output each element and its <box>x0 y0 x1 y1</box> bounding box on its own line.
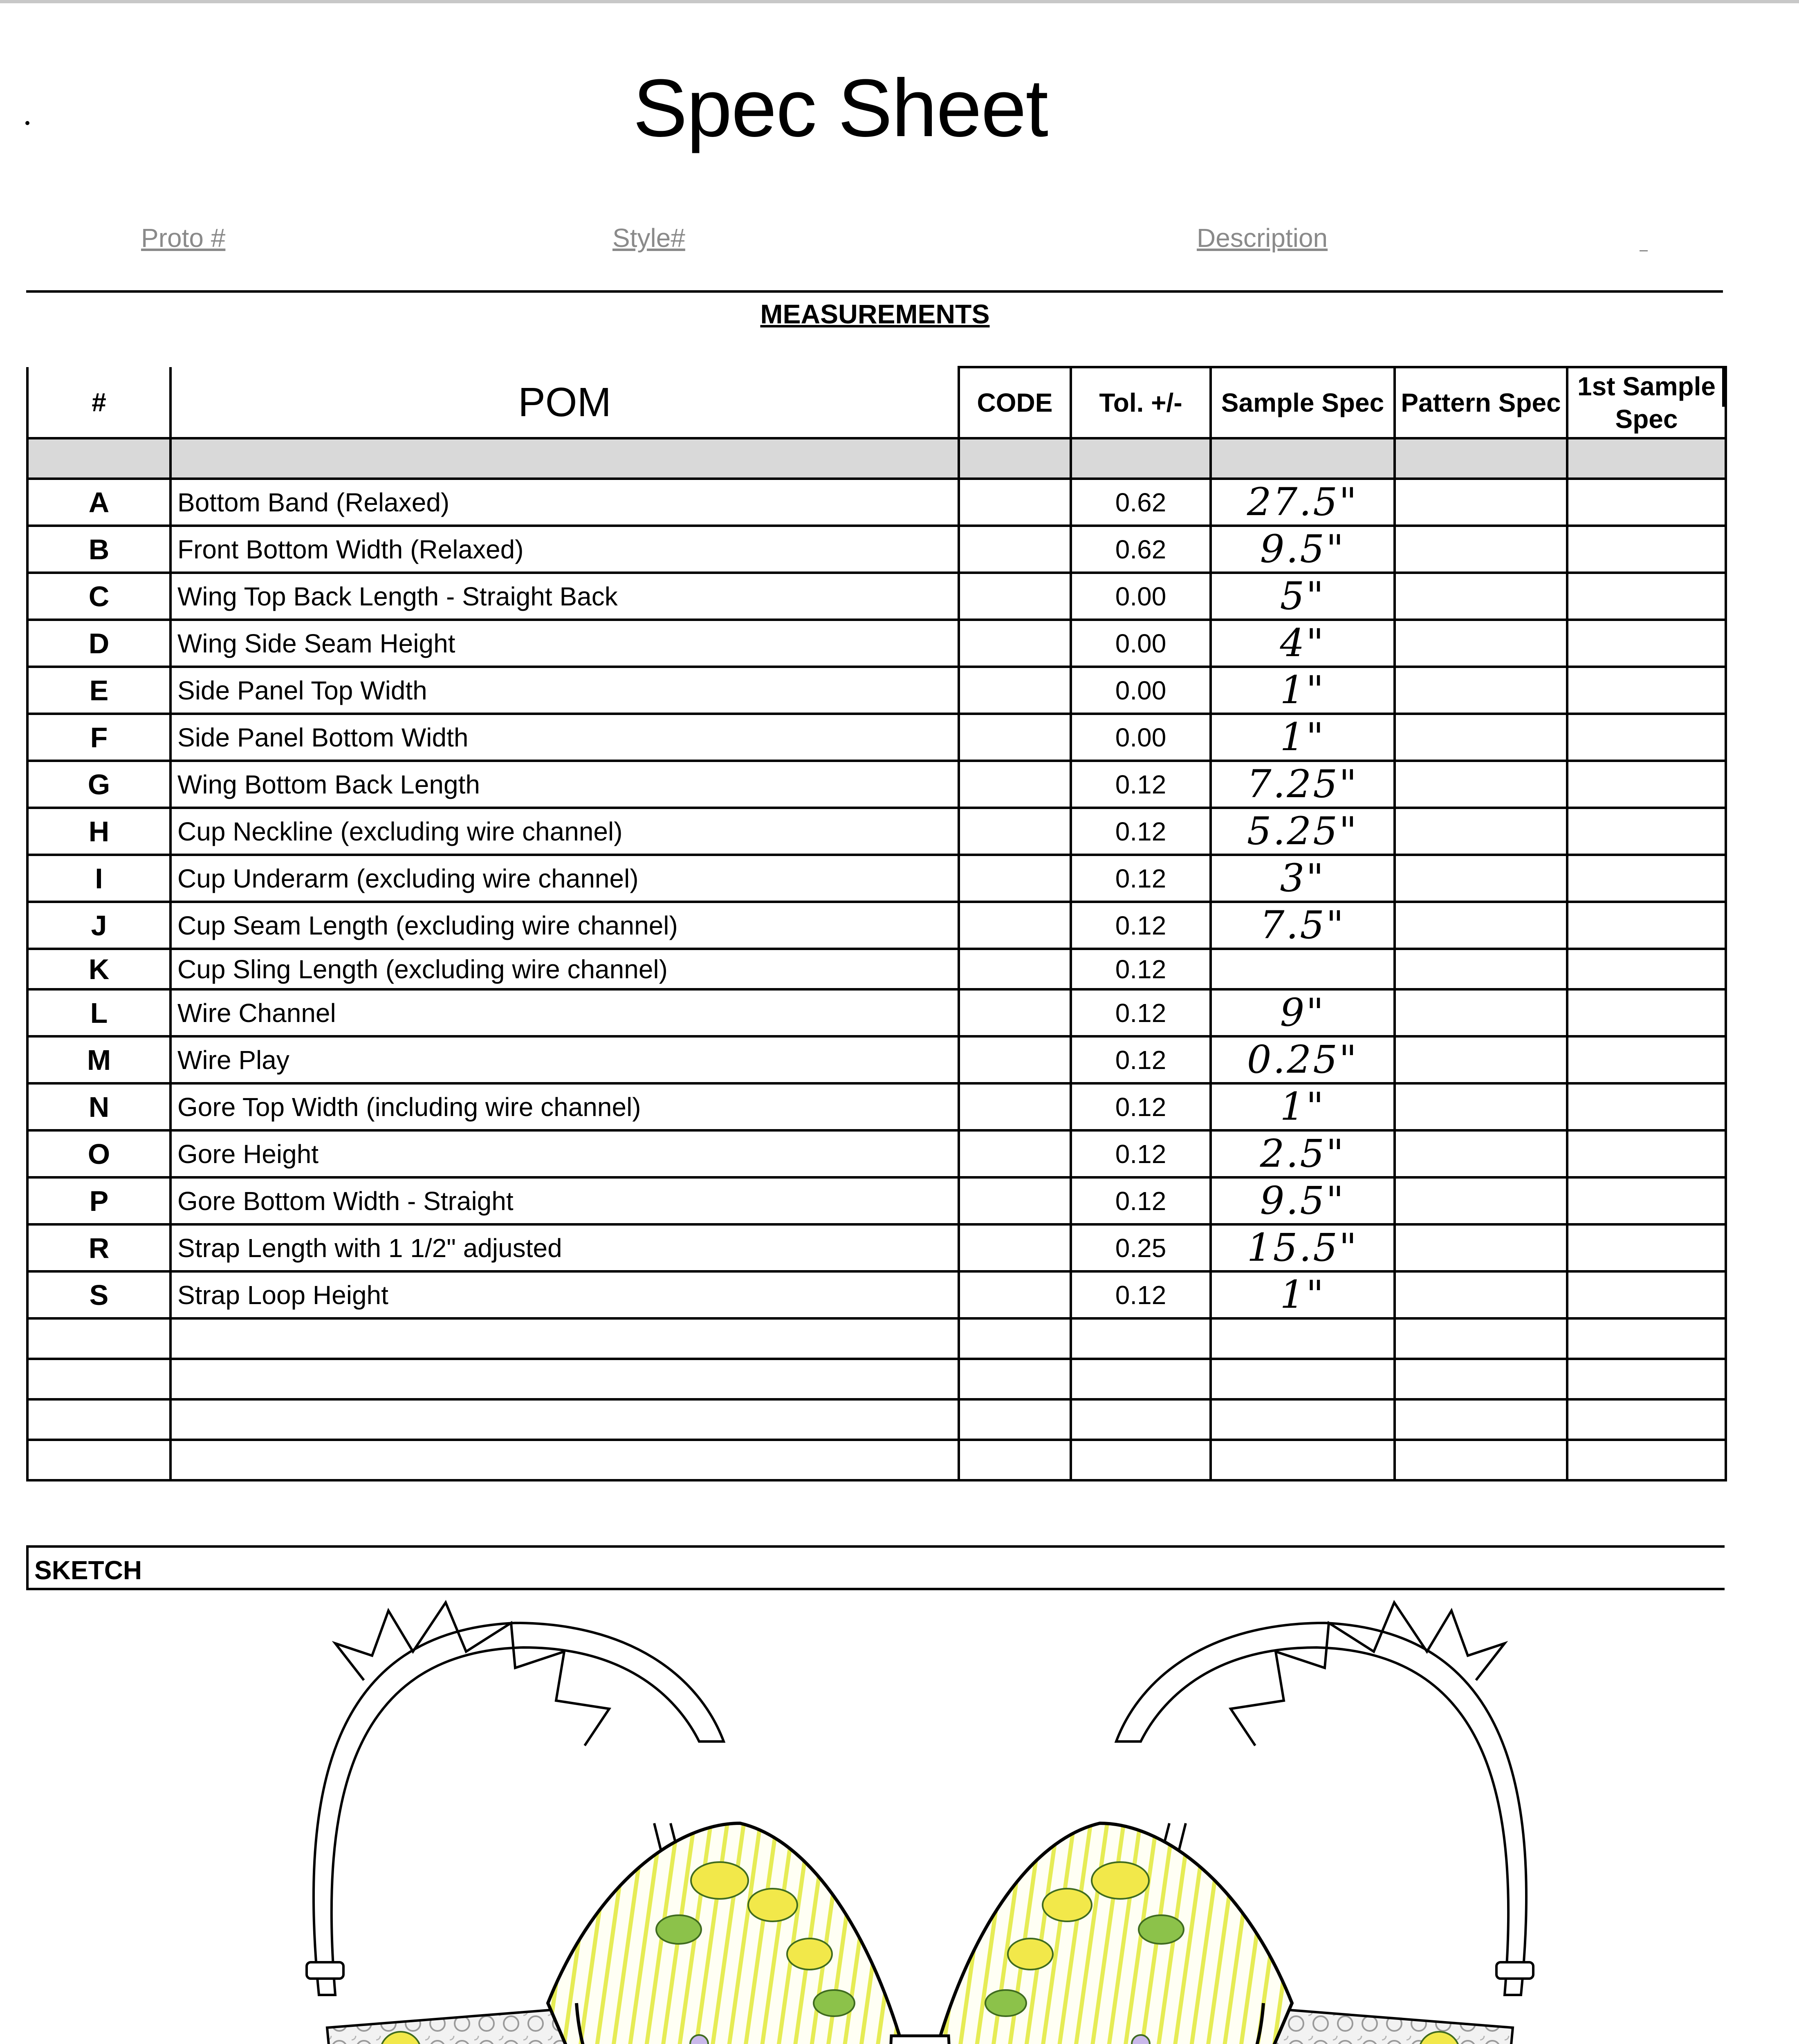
tolerance-value: 0.12 <box>1071 949 1211 989</box>
pom-description: Wing Top Back Length - Straight Back <box>170 573 959 620</box>
center-gore <box>883 2036 957 2044</box>
pattern-spec-cell[interactable] <box>1395 714 1567 761</box>
sample-spec-value[interactable]: 1" <box>1211 1271 1395 1318</box>
pom-description: Side Panel Bottom Width <box>170 714 959 761</box>
tolerance-value: 0.12 <box>1071 1036 1211 1083</box>
pattern-spec-cell[interactable] <box>1395 573 1567 620</box>
empty-cell[interactable] <box>1395 1359 1567 1399</box>
table-row <box>27 989 1726 1036</box>
first-sample-spec-cell[interactable] <box>1567 667 1726 714</box>
empty-cell[interactable] <box>1567 1399 1726 1440</box>
code-cell[interactable] <box>959 855 1071 902</box>
table-row <box>27 1177 1726 1224</box>
row-letter: P <box>27 1177 170 1224</box>
row-letter: H <box>27 808 170 855</box>
table-row <box>27 714 1726 761</box>
page-title: Spec Sheet <box>633 63 1048 154</box>
first-sample-spec-cell[interactable] <box>1567 1130 1726 1177</box>
pom-description: Bottom Band (Relaxed) <box>170 479 959 526</box>
table-row <box>27 1271 1726 1318</box>
pattern-spec-cell[interactable] <box>1395 620 1567 667</box>
table-row <box>27 573 1726 620</box>
pom-description: Strap Loop Height <box>170 1271 959 1318</box>
table-row <box>27 902 1726 949</box>
empty-cell[interactable] <box>170 1399 959 1440</box>
empty-cell[interactable] <box>1211 1359 1395 1399</box>
proto-number-field[interactable]: Proto # <box>141 223 226 253</box>
table-row <box>27 808 1726 855</box>
pom-description: Wing Side Seam Height <box>170 620 959 667</box>
tolerance-value: 0.62 <box>1071 526 1211 573</box>
col-header-pattern-spec: Pattern Spec <box>1395 367 1567 438</box>
empty-cell[interactable] <box>1211 1399 1395 1440</box>
header-divider <box>26 290 1723 293</box>
empty-cell[interactable] <box>959 1440 1071 1480</box>
empty-cell[interactable] <box>1211 1318 1395 1359</box>
first-sample-spec-cell[interactable] <box>1567 714 1726 761</box>
code-cell[interactable] <box>959 526 1071 573</box>
empty-cell[interactable] <box>1071 1440 1211 1480</box>
tolerance-value: 0.12 <box>1071 808 1211 855</box>
row-letter: J <box>27 902 170 949</box>
first-sample-spec-cell[interactable] <box>1567 1177 1726 1224</box>
tolerance-value: 0.12 <box>1071 855 1211 902</box>
code-cell[interactable] <box>959 620 1071 667</box>
tolerance-value: 0.00 <box>1071 620 1211 667</box>
tolerance-value: 0.12 <box>1071 1271 1211 1318</box>
empty-cell[interactable] <box>959 1359 1071 1399</box>
sample-spec-value[interactable]: 9.5" <box>1211 1177 1395 1224</box>
table-row <box>27 479 1726 526</box>
sample-spec-value[interactable]: 5.25" <box>1211 808 1395 855</box>
sample-spec-value[interactable]: 27.5" <box>1211 479 1395 526</box>
sample-spec-value[interactable]: 9" <box>1211 989 1395 1036</box>
row-letter: S <box>27 1271 170 1318</box>
empty-table-row <box>27 1399 1726 1440</box>
empty-cell[interactable] <box>1567 1440 1726 1480</box>
code-cell[interactable] <box>959 949 1071 989</box>
row-letter: L <box>27 989 170 1036</box>
pattern-spec-cell[interactable] <box>1395 902 1567 949</box>
empty-cell[interactable] <box>27 1318 170 1359</box>
row-letter: D <box>27 620 170 667</box>
pom-description: Wire Channel <box>170 989 959 1036</box>
code-cell[interactable] <box>959 761 1071 808</box>
col-header-code: CODE <box>959 367 1071 438</box>
first-sample-spec-cell[interactable] <box>1567 989 1726 1036</box>
row-letter: R <box>27 1224 170 1271</box>
sample-spec-value[interactable] <box>1211 949 1395 989</box>
tolerance-value: 0.25 <box>1071 1224 1211 1271</box>
pattern-spec-cell[interactable] <box>1395 1224 1567 1271</box>
pattern-spec-cell[interactable] <box>1395 1177 1567 1224</box>
sample-spec-value[interactable]: 0.25" <box>1211 1036 1395 1083</box>
empty-table-row <box>27 1359 1726 1399</box>
row-letter: I <box>27 855 170 902</box>
table-row <box>27 620 1726 667</box>
first-sample-spec-cell[interactable] <box>1567 1271 1726 1318</box>
code-cell[interactable] <box>959 808 1071 855</box>
pattern-spec-cell[interactable] <box>1395 526 1567 573</box>
pom-description: Wing Bottom Back Length <box>170 761 959 808</box>
empty-cell[interactable] <box>1395 1440 1567 1480</box>
first-sample-spec-cell[interactable] <box>1567 526 1726 573</box>
first-sample-spec-cell[interactable] <box>1567 855 1726 902</box>
tolerance-value: 0.62 <box>1071 479 1211 526</box>
col-header-first-sample-spec: 1st Sample Spec <box>1567 367 1726 438</box>
col-header-pom: POM <box>170 367 959 438</box>
code-cell[interactable] <box>959 479 1071 526</box>
tolerance-value: 0.12 <box>1071 989 1211 1036</box>
pattern-spec-cell[interactable] <box>1395 1130 1567 1177</box>
tolerance-value: 0.12 <box>1071 1177 1211 1224</box>
tolerance-value: 0.12 <box>1071 1083 1211 1130</box>
empty-cell[interactable] <box>27 1399 170 1440</box>
sample-spec-value[interactable]: 15.5" <box>1211 1224 1395 1271</box>
table-header-row <box>27 367 1726 438</box>
empty-cell[interactable] <box>1071 1399 1211 1440</box>
row-letter: K <box>27 949 170 989</box>
sample-spec-value[interactable]: 9.5" <box>1211 526 1395 573</box>
row-letter: N <box>27 1083 170 1130</box>
row-letter: G <box>27 761 170 808</box>
table-row <box>27 1083 1726 1130</box>
row-letter: E <box>27 667 170 714</box>
empty-cell[interactable] <box>1071 1359 1211 1399</box>
pom-description: Gore Height <box>170 1130 959 1177</box>
code-cell[interactable] <box>959 1224 1071 1271</box>
sample-spec-value[interactable]: 3" <box>1211 855 1395 902</box>
table-spacer-row <box>27 438 1726 479</box>
pattern-spec-cell[interactable] <box>1395 989 1567 1036</box>
pom-description: Gore Bottom Width - Straight <box>170 1177 959 1224</box>
table-row <box>27 1130 1726 1177</box>
tolerance-value: 0.00 <box>1071 573 1211 620</box>
pom-description: Cup Sling Length (excluding wire channel) <box>170 949 959 989</box>
first-sample-spec-cell[interactable] <box>1567 573 1726 620</box>
col-header-sample-spec: Sample Spec <box>1211 367 1395 438</box>
pattern-spec-cell[interactable] <box>1395 1036 1567 1083</box>
tolerance-value: 0.00 <box>1071 714 1211 761</box>
pattern-spec-cell[interactable] <box>1395 808 1567 855</box>
pom-description: Side Panel Top Width <box>170 667 959 714</box>
code-cell[interactable] <box>959 1036 1071 1083</box>
pom-description: Cup Seam Length (excluding wire channel) <box>170 902 959 949</box>
sample-spec-value[interactable]: 5" <box>1211 573 1395 620</box>
code-cell[interactable] <box>959 714 1071 761</box>
pattern-spec-cell[interactable] <box>1395 855 1567 902</box>
empty-cell[interactable] <box>1071 1318 1211 1359</box>
sketch-section-bar <box>26 1545 1725 1590</box>
row-letter: B <box>27 526 170 573</box>
empty-cell[interactable] <box>27 1359 170 1399</box>
empty-cell[interactable] <box>170 1440 959 1480</box>
first-sample-spec-cell[interactable] <box>1567 1224 1726 1271</box>
table-row <box>27 761 1726 808</box>
pattern-spec-cell[interactable] <box>1395 1083 1567 1130</box>
code-cell[interactable] <box>959 667 1071 714</box>
tolerance-value: 0.12 <box>1071 902 1211 949</box>
first-sample-spec-cell[interactable] <box>1567 949 1726 989</box>
pom-description: Cup Underarm (excluding wire channel) <box>170 855 959 902</box>
pattern-spec-cell[interactable] <box>1395 949 1567 989</box>
sample-spec-value[interactable]: 1" <box>1211 1083 1395 1130</box>
row-letter: C <box>27 573 170 620</box>
code-cell[interactable] <box>959 1177 1071 1224</box>
first-sample-spec-cell[interactable] <box>1567 761 1726 808</box>
pom-description: Strap Length with 1 1/2" adjusted <box>170 1224 959 1271</box>
tolerance-value: 0.12 <box>1071 1130 1211 1177</box>
empty-table-row <box>27 1440 1726 1480</box>
pattern-spec-cell[interactable] <box>1395 1271 1567 1318</box>
sample-spec-value[interactable]: 7.5" <box>1211 902 1395 949</box>
empty-cell[interactable] <box>959 1318 1071 1359</box>
header-dash <box>1640 250 1648 251</box>
first-sample-spec-cell[interactable] <box>1567 1083 1726 1130</box>
sample-spec-value[interactable]: 1" <box>1211 714 1395 761</box>
tolerance-value: 0.12 <box>1071 761 1211 808</box>
row-letter: F <box>27 714 170 761</box>
first-sample-spec-cell[interactable] <box>1567 902 1726 949</box>
table-row <box>27 667 1726 714</box>
code-cell[interactable] <box>959 989 1071 1036</box>
table-row <box>27 526 1726 573</box>
sample-spec-value[interactable]: 2.5" <box>1211 1130 1395 1177</box>
row-letter: M <box>27 1036 170 1083</box>
style-number-field[interactable]: Style# <box>612 223 685 253</box>
sketch-label: SKETCH <box>34 1555 142 1585</box>
table-row <box>27 1036 1726 1083</box>
bra-sketch-illustration <box>229 1594 1611 2044</box>
row-letter: A <box>27 479 170 526</box>
sample-spec-value[interactable]: 4" <box>1211 620 1395 667</box>
code-cell[interactable] <box>959 1130 1071 1177</box>
empty-cell[interactable] <box>1395 1318 1567 1359</box>
table-row <box>27 949 1726 989</box>
pom-description: Cup Neckline (excluding wire channel) <box>170 808 959 855</box>
empty-cell[interactable] <box>1395 1399 1567 1440</box>
first-sample-spec-cell[interactable] <box>1567 808 1726 855</box>
pattern-spec-cell[interactable] <box>1395 667 1567 714</box>
table-row <box>27 1224 1726 1271</box>
empty-cell[interactable] <box>959 1399 1071 1440</box>
code-cell[interactable] <box>959 573 1071 620</box>
code-cell[interactable] <box>959 902 1071 949</box>
description-field[interactable]: Description <box>1197 223 1328 253</box>
first-sample-spec-cell[interactable] <box>1567 1036 1726 1083</box>
empty-cell[interactable] <box>170 1318 959 1359</box>
empty-cell[interactable] <box>1211 1440 1395 1480</box>
col-header-num: # <box>27 367 170 438</box>
first-sample-spec-cell[interactable] <box>1567 479 1726 526</box>
sample-spec-value[interactable]: 1" <box>1211 667 1395 714</box>
empty-table-row <box>27 1318 1726 1359</box>
table-row <box>27 855 1726 902</box>
first-sample-spec-cell[interactable] <box>1567 620 1726 667</box>
sample-spec-value[interactable]: 7.25" <box>1211 761 1395 808</box>
pom-description: Wire Play <box>170 1036 959 1083</box>
empty-cell[interactable] <box>1567 1359 1726 1399</box>
code-cell[interactable] <box>959 1083 1071 1130</box>
col-header-tol: Tol. +/- <box>1071 367 1211 438</box>
tolerance-value: 0.00 <box>1071 667 1211 714</box>
measurements-table <box>26 366 1727 1481</box>
row-letter: O <box>27 1130 170 1177</box>
empty-cell[interactable] <box>27 1440 170 1480</box>
pattern-spec-cell[interactable] <box>1395 479 1567 526</box>
empty-cell[interactable] <box>170 1359 959 1399</box>
pattern-spec-cell[interactable] <box>1395 761 1567 808</box>
measurements-title: MEASUREMENTS <box>760 299 990 329</box>
code-cell[interactable] <box>959 1271 1071 1318</box>
pom-description: Gore Top Width (including wire channel) <box>170 1083 959 1130</box>
top-border-line <box>0 0 1799 3</box>
empty-cell[interactable] <box>1567 1318 1726 1359</box>
pom-description: Front Bottom Width (Relaxed) <box>170 526 959 573</box>
